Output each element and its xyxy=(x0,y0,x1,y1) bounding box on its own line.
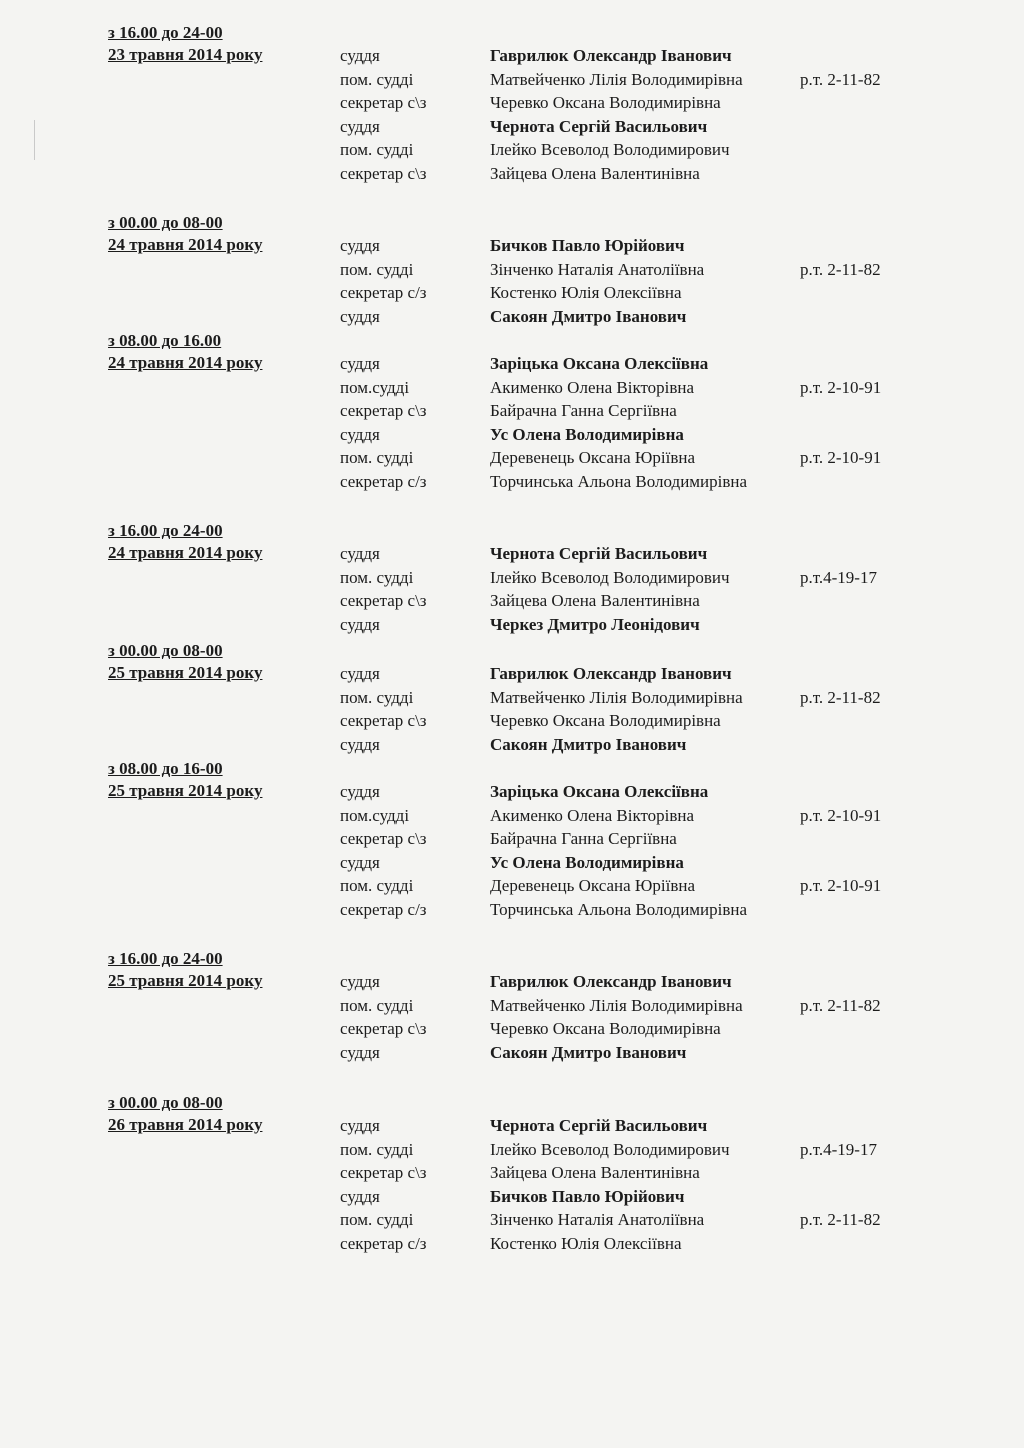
staff-name: Акименко Олена Вікторівна xyxy=(490,805,695,825)
staff-row xyxy=(0,470,1024,493)
staff-row xyxy=(0,566,1024,589)
staff-role: пом.судді xyxy=(340,805,410,825)
staff-role: секретар с\з xyxy=(340,591,427,610)
staff-phone: р.т. 2-11-82 xyxy=(800,259,881,279)
staff-row xyxy=(0,1208,1024,1231)
duty-date: 25 травня 2014 року xyxy=(108,663,263,682)
staff-phone: р.т.4-19-17 xyxy=(800,1139,877,1159)
duty-time-range: з 16.00 до 24-00 xyxy=(108,949,223,968)
staff-role: секретар с\з xyxy=(340,1163,427,1182)
staff-name: Зайцева Олена Валентинівна xyxy=(490,163,700,183)
staff-role: пом. судді xyxy=(340,687,414,707)
staff-phone: р.т. 2-11-82 xyxy=(800,69,881,89)
duty-time-range: з 08.00 до 16.00 xyxy=(108,331,222,350)
staff-row xyxy=(0,1041,1024,1064)
staff-row xyxy=(0,542,1024,565)
staff-row xyxy=(0,827,1024,850)
staff-row xyxy=(0,258,1024,281)
staff-row xyxy=(0,804,1024,827)
duty-date: 23 травня 2014 року xyxy=(108,45,263,64)
staff-role: суддя xyxy=(340,236,380,255)
staff-name: Черевко Оксана Володимирівна xyxy=(490,93,721,112)
staff-row xyxy=(0,970,1024,993)
staff-role: секретар с/з xyxy=(340,899,427,919)
staff-name: Костенко Юлія Олексіївна xyxy=(490,1233,682,1253)
staff-name: Зайцева Олена Валентинівна xyxy=(490,1163,700,1182)
staff-row xyxy=(0,91,1024,114)
staff-role: суддя xyxy=(340,664,380,683)
staff-name: Сакоян Дмитро Іванович xyxy=(490,734,687,754)
staff-role: пом. судді xyxy=(340,259,414,279)
duty-time-range: з 00.00 до 08-00 xyxy=(108,213,223,232)
staff-role: секретар с\з xyxy=(340,93,427,112)
staff-row xyxy=(0,138,1024,161)
staff-row xyxy=(0,446,1024,469)
staff-name: Чернота Сергій Васильович xyxy=(490,116,708,136)
staff-row xyxy=(0,851,1024,874)
duty-date: 24 травня 2014 року xyxy=(108,543,263,562)
staff-name: Акименко Олена Вікторівна xyxy=(490,377,695,397)
staff-name: Гаврилюк Олександр Іванович xyxy=(490,46,732,65)
staff-row xyxy=(0,1185,1024,1208)
staff-row xyxy=(0,589,1024,612)
staff-name: Заріцька Оксана Олексіївна xyxy=(490,354,709,373)
staff-row xyxy=(0,1138,1024,1161)
staff-row xyxy=(0,662,1024,685)
staff-role: суддя xyxy=(340,1116,380,1135)
staff-row xyxy=(0,281,1024,304)
staff-role: суддя xyxy=(340,852,380,872)
staff-name: Сакоян Дмитро Іванович xyxy=(490,1042,687,1062)
staff-phone: р.т. 2-10-91 xyxy=(800,876,882,895)
staff-name: Зайцева Олена Валентинівна xyxy=(490,591,700,610)
duty-time-range: з 00.00 до 08-00 xyxy=(108,1093,223,1112)
staff-role: пом. судді xyxy=(340,448,414,467)
staff-row xyxy=(0,234,1024,257)
staff-role: пом. судді xyxy=(340,995,414,1015)
staff-name: Зінченко Наталія Анатоліївна xyxy=(490,259,705,279)
duty-date: 25 травня 2014 року xyxy=(108,781,263,800)
staff-row xyxy=(0,399,1024,422)
staff-role: суддя xyxy=(340,782,380,801)
staff-row xyxy=(0,115,1024,138)
duty-time-range: з 16.00 до 24-00 xyxy=(108,23,223,42)
staff-role: пом. судді xyxy=(340,567,414,587)
duty-time-range: з 08.00 до 16-00 xyxy=(108,759,223,778)
staff-row xyxy=(0,1232,1024,1255)
staff-role: суддя xyxy=(340,972,380,991)
staff-row xyxy=(0,874,1024,897)
staff-name: Торчинська Альона Володимирівна xyxy=(490,471,748,491)
staff-name: Байрачна Ганна Сергіївна xyxy=(490,401,677,420)
staff-row xyxy=(0,780,1024,803)
staff-role: секретар с/з xyxy=(340,471,427,491)
staff-name: Черевко Оксана Володимирівна xyxy=(490,711,721,730)
staff-role: суддя xyxy=(340,544,380,563)
staff-name: Ілейко Всеволод Володимирович xyxy=(490,140,730,159)
staff-row xyxy=(0,613,1024,636)
staff-phone: р.т. 2-11-82 xyxy=(800,995,881,1015)
staff-phone: р.т. 2-11-82 xyxy=(800,687,881,707)
staff-role: суддя xyxy=(340,116,380,136)
staff-role: суддя xyxy=(340,614,380,634)
staff-phone: р.т. 2-10-91 xyxy=(800,377,882,397)
staff-name: Зінченко Наталія Анатоліївна xyxy=(490,1210,705,1229)
staff-phone: р.т. 2-10-91 xyxy=(800,448,882,467)
staff-role: пом. судді xyxy=(340,140,414,159)
staff-phone: р.т. 2-10-91 xyxy=(800,805,882,825)
staff-name: Ус Олена Володимирівна xyxy=(490,424,684,444)
staff-name: Гаврилюк Олександр Іванович xyxy=(490,664,732,683)
staff-name: Гаврилюк Олександр Іванович xyxy=(490,972,732,991)
staff-name: Чернота Сергій Васильович xyxy=(490,544,708,563)
staff-row xyxy=(0,1114,1024,1137)
staff-phone: р.т.4-19-17 xyxy=(800,567,877,587)
staff-role: пом. судді xyxy=(340,69,414,89)
duty-date: 25 травня 2014 року xyxy=(108,971,263,990)
staff-name: Ілейко Всеволод Володимирович xyxy=(490,1139,730,1159)
duty-date: 24 травня 2014 року xyxy=(108,353,263,372)
staff-name: Черкез Дмитро Леонідович xyxy=(490,614,700,634)
staff-phone: р.т. 2-11-82 xyxy=(800,1210,881,1229)
staff-name: Бичков Павло Юрійович xyxy=(490,1186,685,1206)
staff-row xyxy=(0,423,1024,446)
staff-row xyxy=(0,352,1024,375)
staff-role: суддя xyxy=(340,1042,380,1062)
staff-row xyxy=(0,1161,1024,1184)
staff-role: суддя xyxy=(340,734,380,754)
staff-role: секретар с/з xyxy=(340,283,427,302)
staff-role: секретар с\з xyxy=(340,163,427,183)
staff-name: Матвейченко Лілія Володимирівна xyxy=(490,995,743,1015)
staff-name: Сакоян Дмитро Іванович xyxy=(490,306,687,326)
staff-row xyxy=(0,376,1024,399)
staff-name: Чернота Сергій Васильович xyxy=(490,1116,708,1135)
staff-name: Бичков Павло Юрійович xyxy=(490,236,685,255)
staff-role: суддя xyxy=(340,1186,380,1206)
staff-name: Деревенець Оксана Юріївна xyxy=(490,448,696,467)
staff-role: секретар с/з xyxy=(340,1233,427,1253)
duty-time-range: з 16.00 до 24-00 xyxy=(108,521,223,540)
staff-row xyxy=(0,305,1024,328)
staff-name: Ілейко Всеволод Володимирович xyxy=(490,567,730,587)
staff-name: Торчинська Альона Володимирівна xyxy=(490,899,748,919)
staff-row xyxy=(0,68,1024,91)
staff-role: суддя xyxy=(340,354,380,373)
staff-row xyxy=(0,686,1024,709)
staff-name: Заріцька Оксана Олексіївна xyxy=(490,782,709,801)
staff-row xyxy=(0,994,1024,1017)
staff-role: суддя xyxy=(340,46,380,65)
staff-role: секретар с\з xyxy=(340,711,427,730)
staff-role: секретар с\з xyxy=(340,401,427,420)
staff-role: пом.судді xyxy=(340,377,410,397)
staff-row xyxy=(0,898,1024,921)
duty-time-range: з 00.00 до 08-00 xyxy=(108,641,223,660)
staff-role: секретар с\з xyxy=(340,829,427,848)
staff-name: Ус Олена Володимирівна xyxy=(490,852,684,872)
staff-role: суддя xyxy=(340,424,380,444)
duty-date: 24 травня 2014 року xyxy=(108,235,263,254)
staff-role: пом. судді xyxy=(340,1139,414,1159)
staff-row xyxy=(0,1017,1024,1040)
duty-date: 26 травня 2014 року xyxy=(108,1115,263,1134)
staff-name: Черевко Оксана Володимирівна xyxy=(490,1019,721,1038)
staff-name: Байрачна Ганна Сергіївна xyxy=(490,829,677,848)
staff-role: пом. судді xyxy=(340,876,414,895)
staff-name: Матвейченко Лілія Володимирівна xyxy=(490,687,743,707)
staff-name: Матвейченко Лілія Володимирівна xyxy=(490,69,743,89)
staff-role: пом. судді xyxy=(340,1210,414,1229)
staff-row xyxy=(0,162,1024,185)
staff-role: суддя xyxy=(340,306,380,326)
staff-row xyxy=(0,733,1024,756)
staff-row xyxy=(0,44,1024,67)
staff-name: Костенко Юлія Олексіївна xyxy=(490,283,682,302)
staff-role: секретар с\з xyxy=(340,1019,427,1038)
staff-name: Деревенець Оксана Юріївна xyxy=(490,876,696,895)
staff-row xyxy=(0,709,1024,732)
